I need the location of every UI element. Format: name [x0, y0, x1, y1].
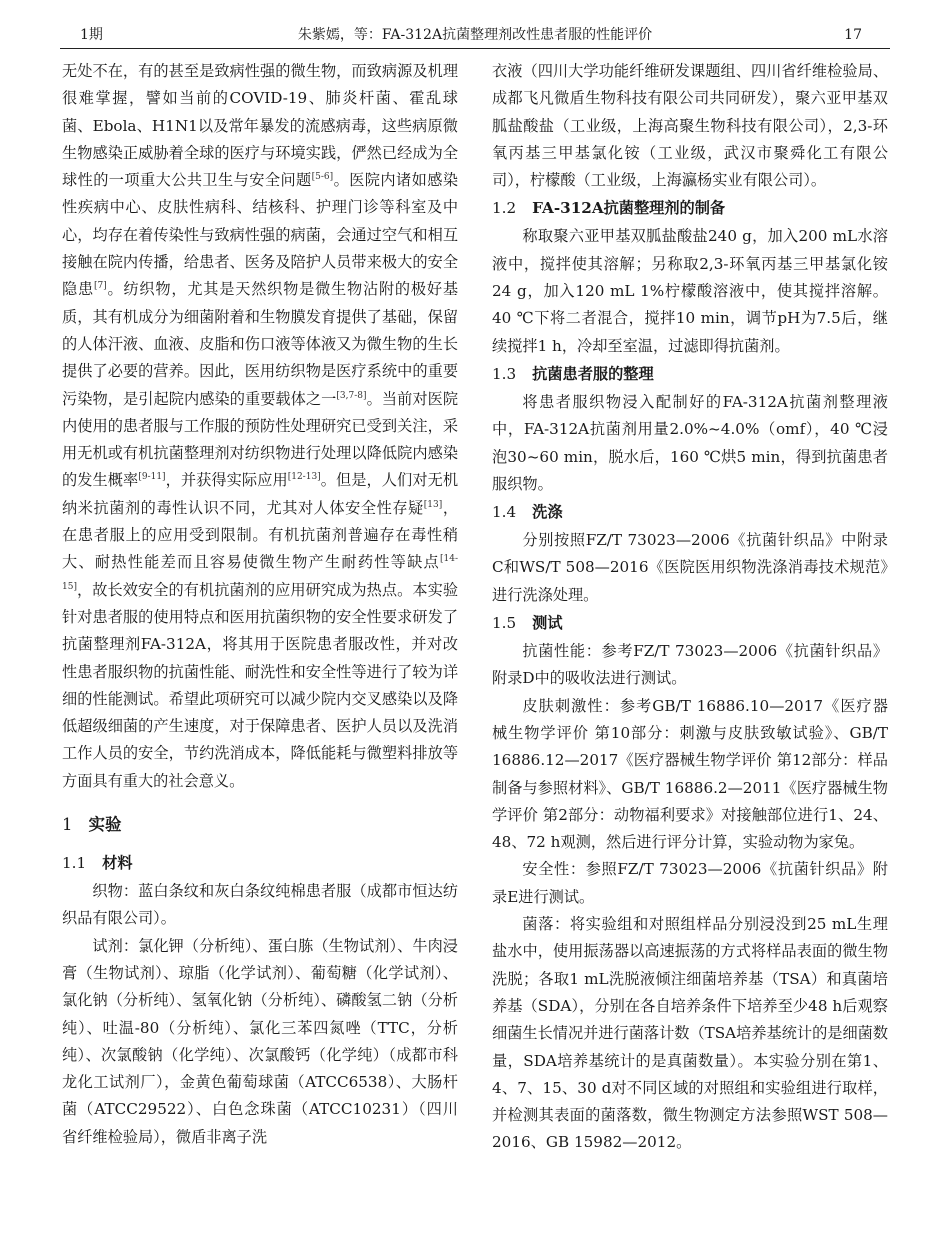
fabric-paragraph: 织物：蓝白条纹和灰白条纹纯棉患者服（成都市恒达纺织品有限公司）。: [62, 882, 458, 928]
washing-paragraph: 分别按照FZ/T 73023—2006《抗菌针织品》中附录C和WS/T 508—2016《医院医用织物洗涤消毒技术规范》进行洗涤处理。: [492, 531, 888, 604]
finishing-paragraph: 将患者服织物浸入配制好的FA-312A抗菌剂整理液中，FA-312A抗菌剂用量2.0%~4.0%（omf），40 ℃浸泡30~60 min，脱水后，160 ℃烘5 min，得到抗菌患者服织物。: [492, 392, 888, 493]
reagents-continued: 衣液（四川大学功能纤维研发课题组、四川省纤维检验局、成都飞凡微盾生物科技有限公司共同研发），聚六亚甲基双胍盐酸盐（工业级，上海高聚生物科技有限公司），2,3-环氧丙基三甲基氯化铵（工业级，武汉市聚舜化工有限公司），柠檬酸（工业级，上海瀛杨实业有限公司）。: [492, 62, 888, 190]
subsection-heading-preparation: 1.2 FA-312A抗菌整理剂的制备: [492, 199, 726, 218]
subsection-heading-washing: 1.4 洗涤: [492, 503, 563, 522]
colony-test-paragraph: 菌落：将实验组和对照组样品分别浸没到25 mL生理盐水中，使用振荡器以高速振荡的方式将样品表面的微生物洗脱；各取1 mL洗脱液倾注细菌培养基（TSA）和真菌培养基（SDA），分别在各自培养条件下培养至少48 h后观察细菌生长情况并进行菌落计数（TSA培养基统计的是细菌数量，SDA培养基统计的是真菌数量）。本实验分别在第1、4、7、15、30 d对不同区域的对照组和实验组进行取样，并检测其表面的菌落数，微生物测定方法参照WST 508—2016、GB 15982—2012。: [492, 915, 889, 1152]
subsection-heading-testing: 1.5 测试: [492, 614, 563, 633]
section-heading-experiment: 1 实验: [62, 815, 122, 835]
right-column: [492, 58, 888, 1157]
running-header: [60, 22, 890, 49]
page-number: 17: [844, 27, 862, 43]
issue-label: 1期: [80, 27, 103, 43]
intro-paragraph: 无处不在，有的甚至是致病性强的微生物，而致病源及机理很难掌握，譬如当前的COVID-19、肺炎杆菌、霍乱球菌、Ebola、H1N1以及常年暴发的流感病毒，这些病原微生物感染正威胁着全球的医疗与环境实践，俨然已经成为全球性的一项重大公共卫生与安全问题[5-6]。医院内诸如感染性疾病中心、皮肤性病科、结核科、护理门诊等科室及中心，均存在着传染性与致病性强的病菌，会通过空气和相互接触在院内传播，给患者、医务及陪护人员带来极大的安全隐患[7]。纺织物，尤其是天然织物是微生物沾附的极好基质，其有机成分为细菌附着和生物膜发育提供了基础，保留的人体汗液、血液、皮脂和伤口液等体液又为微生物的生长提供了必要的营养。因此，医用纺织物是医疗系统中的重要污染物，是引起院内感染的重要载体之一[3,7-8]。当前对医院内使用的患者服与工作服的预防性处理研究已受到关注，采用无机或有机抗菌整理剂对纺织物进行处理以降低院内感染的发生概率[9-11]，并获得实际应用[12-13]。但是，人们对无机纳米抗菌剂的毒性认识不同，尤其对人体安全性存疑[13]，在患者服上的应用受到限制。有机抗菌剂普遍存在毒性稍大、耐热性能差而且容易使微生物产生耐药性等缺点[14-15]，故长效安全的有机抗菌剂的应用研究成为热点。本实验针对患者服的使用特点和医用抗菌织物的安全性要求研发了抗菌整理剂FA-312A，将其用于医院患者服改性，并对改性患者服织物的抗菌性能、耐洗性和安全性等进行了较为详细的性能测试。希望此项研究可以减少院内交叉感染以及降低超级细菌的产生速度，对于保障患者、医护人员以及洗消工作人员的安全，节约洗消成本，降低能耗与微塑料排放等方面具有重大的社会意义。: [62, 62, 459, 790]
preparation-paragraph: 称取聚六亚甲基双胍盐酸盐240 g，加入200 mL水溶液中，搅拌使其溶解；另称取2,3-环氧丙基三甲基氯化铵24 g，加入120 mL 1%柠檬酸溶液中，使其搅拌溶解。40 ℃下将二者混合，搅拌10 min，调节pH为7.5后，继续搅拌1 h，冷却至室温，过滤即得抗菌剂。: [492, 227, 888, 355]
left-column: [62, 58, 458, 1151]
safety-test-paragraph: 安全性：参照FZ/T 73023—2006《抗菌针织品》附录E进行测试。: [492, 860, 888, 906]
subsection-heading-materials: 1.1 材料: [62, 854, 133, 873]
antibacterial-test-paragraph: 抗菌性能：参考FZ/T 73023—2006《抗菌针织品》附录D中的吸收法进行测试。: [492, 642, 888, 688]
subsection-heading-finishing: 1.3 抗菌患者服的整理: [492, 364, 654, 383]
reagents-paragraph: 试剂：氯化钾（分析纯）、蛋白胨（生物试剂）、牛肉浸膏（生物试剂）、琼脂（化学试剂）、葡萄糖（化学试剂）、氯化钠（分析纯）、氢氧化钠（分析纯）、磷酸氢二钠（分析纯）、吐温-80（分析纯）、氯化三苯四氮唑（TTC，分析纯）、次氯酸钠（化学纯）、次氯酸钙（化学纯）（成都市科龙化工试剂厂），金黄色葡萄球菌（ATCC6538）、大肠杆菌（ATCC29522）、白色念珠菌（ATCC10231）（四川省纤维检验局），微盾非离子洗: [62, 936, 458, 1146]
running-title: 朱紫嫣，等：FA-312A抗菌整理剂改性患者服的性能评价: [297, 27, 653, 43]
skin-irritation-paragraph: 皮肤刺激性：参考GB/T 16886.10—2017《医疗器械生物学评价 第10部分：刺激与皮肤致敏试验》、GB/T 16886.12—2017《医疗器械生物学评价 第12部分：样品制备与参照材料》、GB/T 16886.2—2011《医疗器械生物学评价 第2部分：动物福利要求》对接触部位进行1、24、48、72 h观测，然后进行评分计算，实验动物为家兔。: [492, 696, 888, 852]
